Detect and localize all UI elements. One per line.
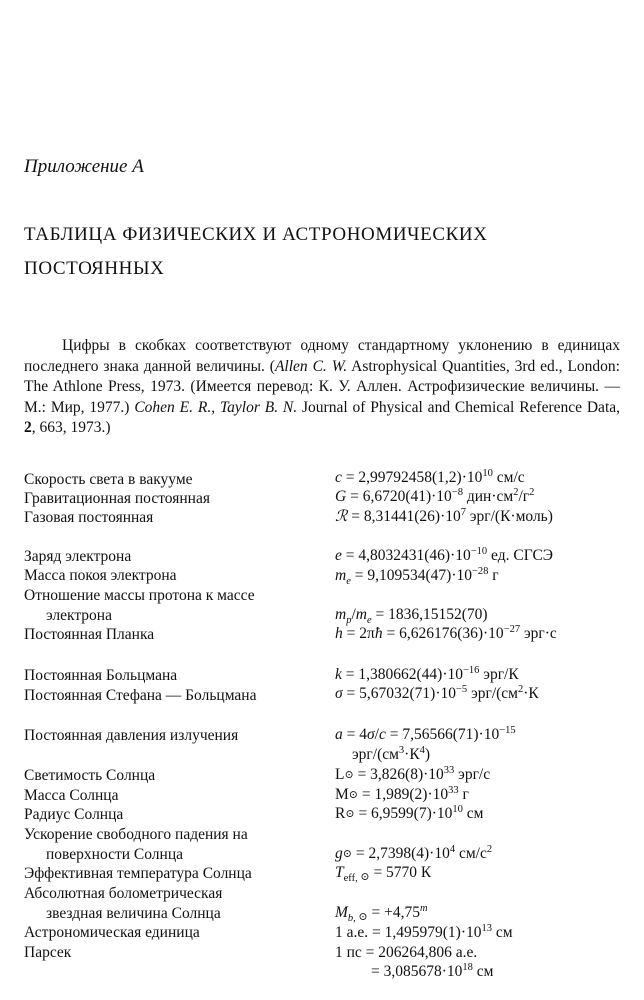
intro-text-2: Astrophysical Quantities, 3rd ed., London: The Athlone Press, 1973. (Имеется перевод: К. У. Аллен. Астрофизические величины. — М.: Мир, 1977.): [24, 357, 620, 416]
value-electron-mass: $m_e = 9,109534(47)\cdot 10^{-28}$ г: [335, 565, 499, 588]
value-teff: $T_{eff, ⊙} = 5770$ К: [335, 864, 432, 885]
label-ratio-line-2: электрона: [46, 607, 112, 624]
sun-symbol-icon: ⊙: [348, 789, 359, 801]
value-sun-gravity: $g_⊙ = 2,7398(4)\cdot 10^4$ $см/с^2$: [335, 843, 493, 862]
label-sun-mass: Масса Солнца: [24, 787, 119, 804]
intro-author-2: Cohen E. R., Taylor B. N.: [134, 398, 298, 416]
sun-symbol-icon: ⊙: [344, 769, 354, 781]
label-abs-line-2: звездная величина Солнца: [46, 905, 221, 922]
value-parsec-line-2: = $3,085678\cdot 10^{18}$ см: [371, 961, 494, 980]
label-accel-line-2: поверхности Солнца: [46, 846, 183, 863]
label-accel-line-1: Ускорение свободного падения на: [24, 826, 248, 843]
label-luminosity: Светимость Солнца: [24, 767, 156, 784]
label-teff: Эффективная температура Солнца: [24, 865, 252, 882]
label-electron-charge: Заряд электрона: [24, 548, 132, 565]
value-gas: ℛ = $8,31441(26)\cdot 10^7$ эрг/(К·моль): [335, 506, 553, 525]
value-electron-charge: $e = 4,8032431(46)\cdot 10^{-10}$ ед. СГСЭ: [335, 545, 554, 564]
value-radiation-unit: эрг/$(см^3\cdot К^4)$: [352, 744, 431, 763]
intro-text-1: Цифры в скобках соответствуют одному стандартному уклонению в единицах последнего знака данной величины. (: [24, 337, 620, 375]
label-parsec: Парсек: [24, 944, 72, 961]
value-planck: h = 2πħ = $6,626176(36)\cdot 10^{-27}$ эрг·с: [335, 623, 557, 642]
value-au: 1 а.е. = $1,495979(1)\cdot 10^{13}$ см: [335, 922, 513, 941]
value-sun-mass: $M_⊙ = 1,989(2)\cdot 10^{33}$ г: [335, 784, 469, 803]
value-stefan: $\sigma = 5,67032(71)\cdot 10^{-5}$ эрг/($см^2\cdot К$: [335, 683, 539, 702]
label-gas: Газовая постоянная: [24, 509, 154, 526]
label-planck: Постоянная Планка: [24, 626, 155, 643]
title-line-1: ТАБЛИЦА ФИЗИЧЕСКИХ И АСТРОНОМИЧЕСКИХ: [24, 224, 488, 245]
title-line-2: ПОСТОЯННЫХ: [24, 258, 165, 279]
value-gravitational: $G = 6,6720(41)\cdot 10^{-8}$ $дин\cdot см^2/г^2$: [335, 486, 535, 505]
label-radiation: Постоянная давления излучения: [24, 727, 239, 744]
label-stefan: Постоянная Стефана — Больцмана: [24, 687, 257, 704]
intro-volume: 2: [24, 419, 32, 436]
sun-symbol-icon: ⊙: [345, 808, 355, 820]
label-ratio-line-1: Отношение массы протона к массе: [24, 587, 255, 604]
intro-text-3: Journal of Physical and Chemical Reference Data,: [297, 398, 621, 416]
value-abs-magnitude: $M_{b, ⊙} = +4,75^m$: [335, 902, 428, 925]
sun-symbol-icon: ⊙: [342, 848, 352, 860]
value-luminosity: $L_⊙ = 3,826(8)\cdot 10^{33}$ эрг/с: [335, 764, 491, 783]
value-radiation: $a = 4\sigma/c = 7,56566(71)\cdot 10^{-15}$: [335, 724, 516, 743]
label-speed-of-light: Скорость света в вакууме: [24, 471, 193, 488]
label-abs-line-1: Абсолютная болометрическая: [24, 885, 223, 902]
appendix-label: Приложение А: [24, 156, 144, 177]
label-boltzmann: Постоянная Больцмана: [24, 667, 178, 684]
label-au: Астрономическая единица: [24, 924, 200, 941]
sun-symbol-icon: ⊙: [360, 871, 370, 884]
intro-paragraph: [24, 336, 620, 439]
value-mass-ratio: $m_p/m_e = 1836,15152(70)$: [335, 606, 488, 627]
value-boltzmann: $k = 1,380662(44)\cdot 10^{-16}$ эрг/К: [335, 664, 519, 683]
value-speed-of-light: $c = 2,99792458(1,2)\cdot 10^{10}$ см/с: [335, 467, 525, 486]
intro-text-4: , 663, 1973.): [31, 419, 111, 436]
value-parsec-line-1: 1 пс = 206264,806 а.е.: [335, 944, 478, 961]
page-title: [24, 218, 604, 286]
sun-symbol-icon: ⊙: [358, 911, 368, 924]
intro-author-1: Allen C. W.: [274, 357, 348, 375]
label-sun-radius: Радиус Солнца: [24, 806, 124, 823]
label-gravitational: Гравитационная постоянная: [24, 490, 210, 507]
value-sun-radius: $R_⊙ = 6,9599(7)\cdot 10^{10}$ см: [335, 803, 484, 822]
label-electron-mass: Масса покоя электрона: [24, 567, 177, 584]
